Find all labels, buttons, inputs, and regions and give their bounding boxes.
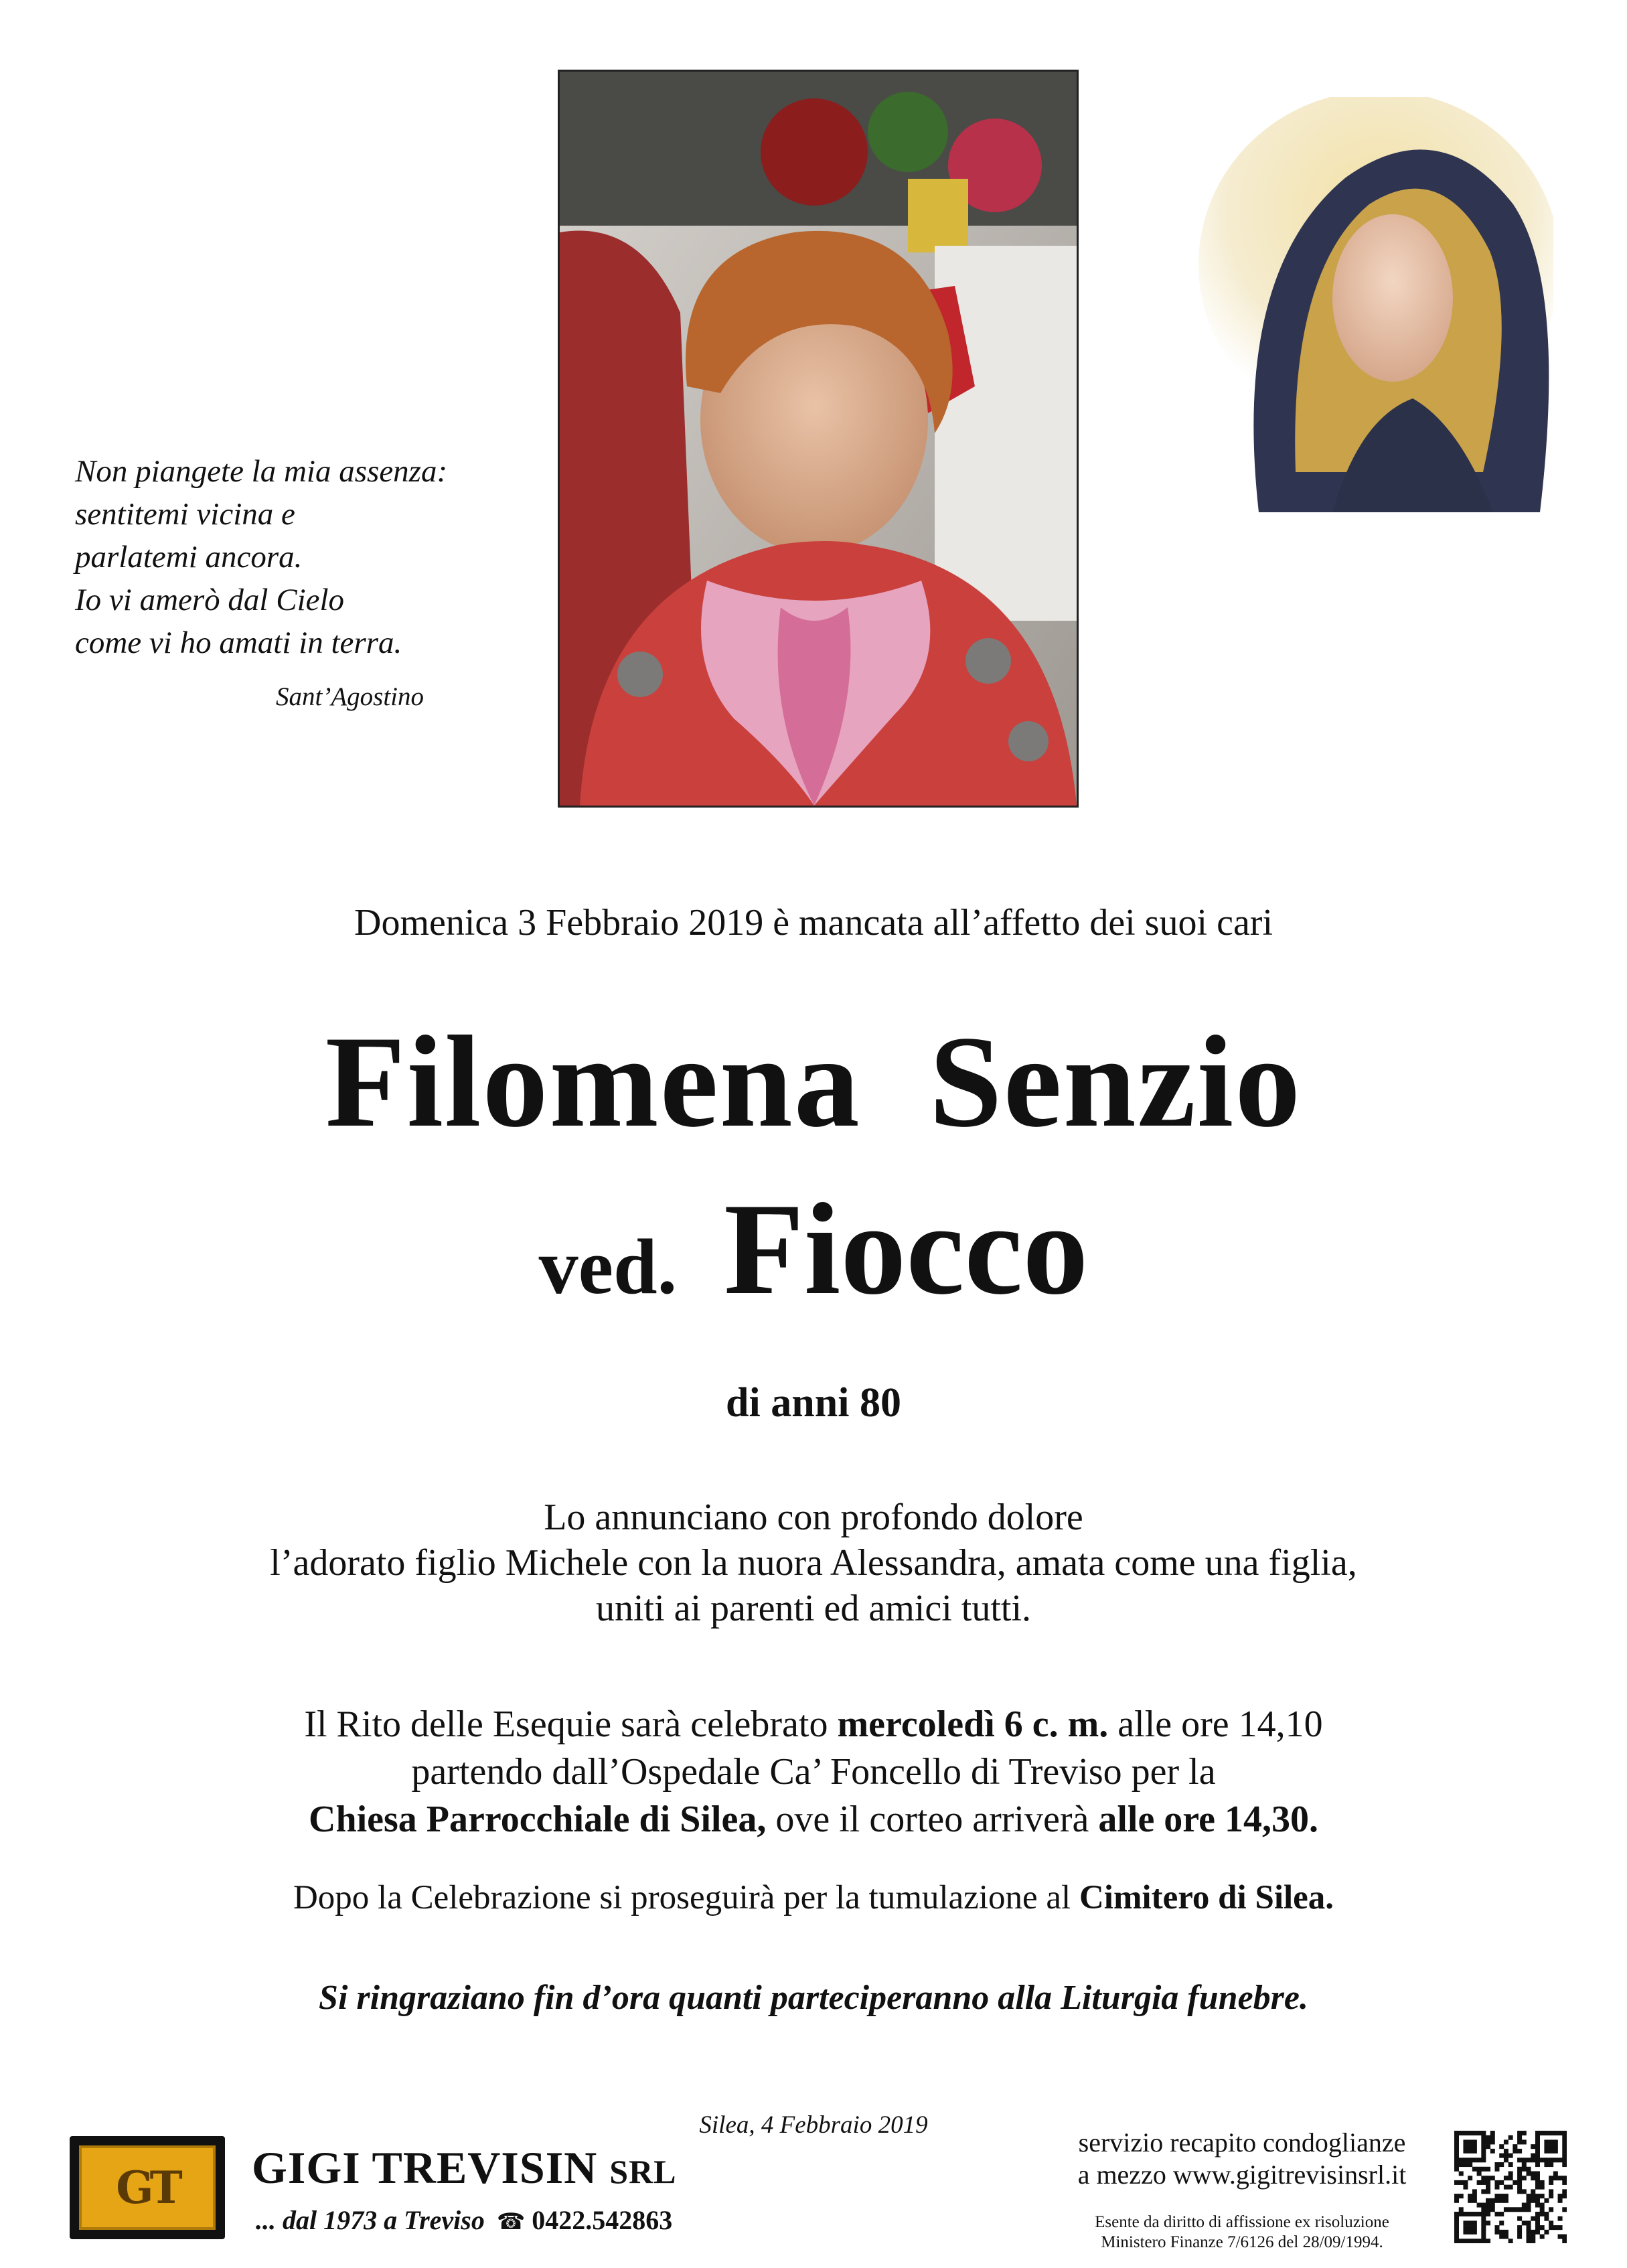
poem [75,450,544,664]
place-date: Silea, 4 Febbraio 2019 [699,2111,928,2139]
legal-line: Ministero Finanze 7/6126 del 28/09/1994. [1101,2233,1383,2251]
funeral-line [0,1796,1627,1843]
church-name: Chiesa Parrocchiale di Silea, [309,1799,767,1840]
company-suffix: SRL [609,2153,677,2190]
funeral-line: partendo dall’Ospedale Ca’ Foncello di Treviso per la [411,1751,1216,1793]
poem-line: sentitemi vicina e [75,497,295,532]
announcement-line: uniti ai parenti ed amici tutti. [595,1588,1032,1629]
qr-code-graphic [1454,2131,1567,2243]
burial-text: Dopo la Celebrazione si proseguirà per la tumulazione al [293,1879,1079,1916]
condolence-service [1051,2127,1433,2191]
qr-code-icon[interactable] [1454,2131,1567,2243]
widow-abbreviation: ved. [538,1223,678,1310]
announcement-line: l’adorato figlio Michele con la nuora Alessandra, amata come una figlia, [270,1542,1357,1584]
age: di anni 80 [726,1380,901,1426]
company-name [252,2141,677,2194]
legal-line: Esente da diritto di affissione ex risoluzione [1095,2213,1389,2231]
burial-details [0,1878,1627,1917]
announcement-line: Lo annunciano con profondo dolore [544,1497,1083,1538]
company-logo [70,2136,225,2239]
service-line: a mezzo www.gigitrevisinsrl.it [1077,2160,1407,2190]
arrival-time: alle ore 14,30. [1098,1799,1318,1840]
logo-badge [79,2145,216,2230]
married-surname: Fiocco [724,1177,1089,1322]
logo-text: GT [116,2162,179,2214]
funeral-time: alle ore 14,10 [1108,1704,1323,1745]
company-tagline [256,2204,672,2236]
announcement [0,1495,1627,1631]
madonna-image [1178,97,1553,512]
poem-line: Io vi amerò dal Cielo [75,583,345,617]
legal-notice [1051,2212,1433,2253]
thanks-message: Si ringraziano fin d’ora quanti parteciperanno alla Liturgia funebre. [319,1979,1308,2017]
funeral-date: mercoledì 6 c. m. [837,1704,1109,1745]
married-name [0,1177,1627,1322]
funeral-line [0,1701,1627,1748]
portrait-illustration [560,72,1077,806]
funeral-text: Il Rito delle Esequie sarà celebrato [304,1704,838,1745]
poem-line: Non piangete la mia assenza: [75,454,448,489]
portrait-photo [558,70,1079,808]
company-title: GIGI TREVISIN [252,2142,598,2193]
funeral-text: ove il corteo arriverà [766,1799,1099,1840]
madonna-illustration [1178,97,1553,512]
tagline-text: ... dal 1973 a Treviso [256,2205,485,2235]
telephone-icon: ☎ [496,2208,526,2235]
service-line: servizio recapito condoglianze [1078,2127,1406,2158]
phone-number: 0422.542863 [532,2205,673,2235]
poem-line: parlatemi ancora. [75,540,303,575]
deceased-name: Filomena Senzio [325,1009,1302,1154]
funeral-details [0,1701,1627,1843]
notice-intro: Domenica 3 Febbraio 2019 è mancata all’affetto dei suoi cari [354,902,1273,943]
cemetery-name: Cimitero di Silea. [1079,1879,1334,1916]
poem-line: come vi ho amati in terra. [75,625,402,660]
poem-author: Sant’Agostino [276,682,424,711]
